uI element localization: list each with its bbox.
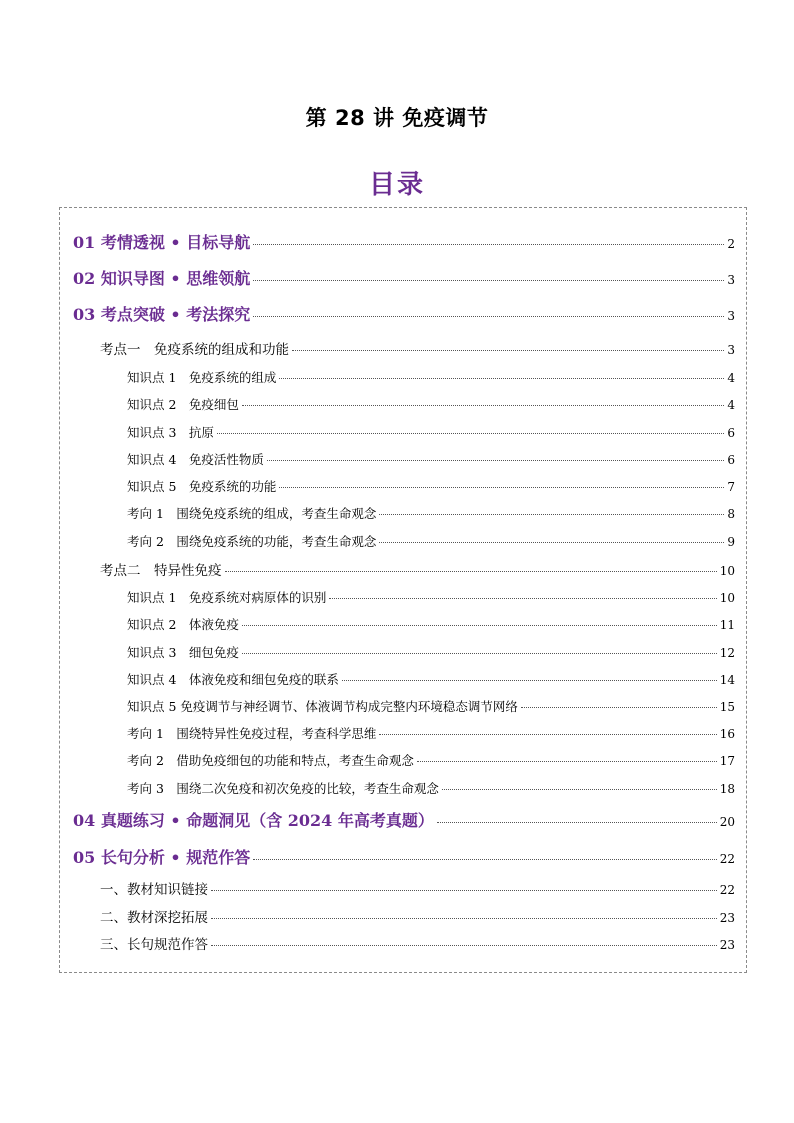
toc-entry-page: 10: [719, 591, 735, 605]
toc-entry-page: 7: [727, 480, 735, 494]
toc-entry-page: 4: [727, 398, 735, 412]
toc-entry-page: 3: [727, 309, 735, 323]
toc-entry-page: 9: [727, 535, 735, 549]
toc-leader: [242, 653, 717, 654]
toc-entry[interactable]: [127, 779, 735, 797]
toc-entry-label: 知识点 5 免疫系统的功能: [127, 479, 277, 494]
toc-leader: [329, 598, 716, 599]
toc-entry-label: 知识点 1 免疫系统对病原体的识别: [127, 590, 327, 605]
toc-entry-label: 考点一 免疫系统的组成和功能: [100, 342, 289, 358]
toc-leader: [379, 514, 724, 515]
toc-entry-label: 考向 3 围绕二次免疫和初次免疫的比较，考查生命观念: [127, 781, 439, 796]
toc-entry-page: 2: [727, 237, 735, 251]
toc-entry-label: 01 考情透视 • 目标导航: [73, 233, 251, 252]
toc-entry[interactable]: [127, 450, 735, 468]
toc-leader: [217, 433, 724, 434]
toc-entry-page: 18: [719, 782, 735, 796]
toc-entry-page: 16: [719, 727, 735, 741]
toc-entry-page: 4: [727, 371, 735, 385]
toc-entry[interactable]: [127, 751, 735, 769]
toc-entry-label: 知识点 1 免疫系统的组成: [127, 370, 277, 385]
toc-entry[interactable]: [127, 643, 735, 661]
toc-entry[interactable]: [127, 504, 735, 522]
toc-entry-page: 20: [719, 815, 735, 829]
toc-entry-page: 11: [719, 618, 735, 632]
toc-leader: [521, 707, 717, 708]
toc-leader: [242, 625, 717, 626]
toc-entry-page: 6: [727, 426, 735, 440]
toc-leader: [242, 405, 724, 406]
toc-entry-page: 22: [719, 852, 735, 866]
toc-leader: [379, 734, 716, 735]
toc-leader: [279, 378, 724, 379]
toc-entry-page: 14: [719, 673, 735, 687]
toc-entry[interactable]: [100, 338, 735, 358]
toc-entry-label: 知识点 3 细包免疫: [127, 645, 239, 660]
toc-entry-label: 05 长句分析 • 规范作答: [73, 848, 251, 867]
toc-entry-page: 3: [727, 343, 735, 357]
toc-leader: [253, 859, 717, 860]
toc-leader: [253, 316, 724, 317]
toc-entry-label: 三、长句规范作答: [100, 937, 208, 953]
toc-leader: [211, 890, 717, 891]
toc-leader: [211, 945, 717, 946]
toc-heading: 目录: [368, 170, 425, 200]
toc-entry-label: 知识点 3 抗原: [127, 425, 214, 440]
toc-entry-label: 02 知识导图 • 思维领航: [73, 269, 251, 288]
toc-leader: [211, 918, 717, 919]
toc-entry-label: 考向 2 围绕免疫系统的功能，考查生命观念: [127, 534, 377, 549]
toc-entry-label: 考向 1 围绕免疫系统的组成，考查生命观念: [127, 506, 377, 521]
toc-entry[interactable]: [127, 588, 735, 606]
toc-entry[interactable]: [73, 808, 735, 831]
toc-entry-label: 04 真题练习 • 命题洞见（含 2024 年高考真题）: [73, 811, 434, 830]
toc-entry[interactable]: [127, 423, 735, 441]
toc-entry[interactable]: [127, 532, 735, 550]
toc-entry-label: 知识点 2 免疫细包: [127, 397, 239, 412]
toc-entry-page: 23: [719, 911, 735, 925]
toc-leader: [225, 571, 717, 572]
toc-entry[interactable]: [100, 933, 735, 953]
toc-entry-label: 知识点 2 体液免疫: [127, 617, 239, 632]
toc-leader: [279, 487, 724, 488]
toc-entry-page: 15: [719, 700, 735, 714]
toc-entry-page: 23: [719, 938, 735, 952]
toc-entry-page: 12: [719, 646, 735, 660]
toc-entry[interactable]: [100, 559, 735, 579]
page-title: 第 28 讲 免疫调节: [305, 106, 489, 130]
toc-entry-label: 03 考点突破 • 考法探究: [73, 305, 251, 324]
toc-entry[interactable]: [127, 724, 735, 742]
toc-entry[interactable]: [100, 906, 735, 926]
toc-entry[interactable]: [73, 302, 735, 325]
toc-box: [59, 207, 747, 973]
toc-entry-label: 二、教材深挖拓展: [100, 910, 208, 926]
toc-entry[interactable]: [100, 878, 735, 898]
toc-leader: [342, 680, 717, 681]
toc-leader: [292, 350, 724, 351]
toc-entry-page: 6: [727, 453, 735, 467]
toc-entry-label: 一、教材知识链接: [100, 882, 208, 898]
toc-leader: [379, 542, 724, 543]
toc-entry[interactable]: [127, 477, 735, 495]
toc-entry-page: 17: [719, 754, 735, 768]
toc-entry-label: 考点二 特异性免疫: [100, 563, 222, 579]
toc-entry-label: 知识点 5 免疫调节与神经调节、体液调节构成完整内环境稳态调节网络: [127, 699, 518, 714]
toc-entry[interactable]: [127, 368, 735, 386]
toc-entry-page: 8: [727, 507, 735, 521]
toc-leader: [253, 244, 724, 245]
toc-leader: [267, 460, 724, 461]
toc-entry[interactable]: [127, 395, 735, 413]
toc-leader: [437, 822, 717, 823]
toc-entry[interactable]: [127, 670, 735, 688]
toc-entry-page: 22: [719, 883, 735, 897]
toc-entry-page: 10: [719, 564, 735, 578]
toc-entry[interactable]: [73, 230, 735, 253]
toc-entry-label: 考向 2 借助免疫细包的功能和特点，考查生命观念: [127, 753, 414, 768]
toc-leader: [253, 280, 724, 281]
toc-entry-label: 考向 1 围绕特异性免疫过程，考查科学思维: [127, 726, 377, 741]
toc-entry[interactable]: [73, 266, 735, 289]
toc-leader: [417, 761, 717, 762]
toc-entry-label: 知识点 4 体液免疫和细包免疫的联系: [127, 672, 339, 687]
toc-leader: [442, 789, 717, 790]
toc-entry[interactable]: [127, 697, 735, 715]
toc-entry[interactable]: [73, 845, 735, 868]
toc-entry[interactable]: [127, 615, 735, 633]
toc-entry-label: 知识点 4 免疫活性物质: [127, 452, 264, 467]
toc-entry-page: 3: [727, 273, 735, 287]
